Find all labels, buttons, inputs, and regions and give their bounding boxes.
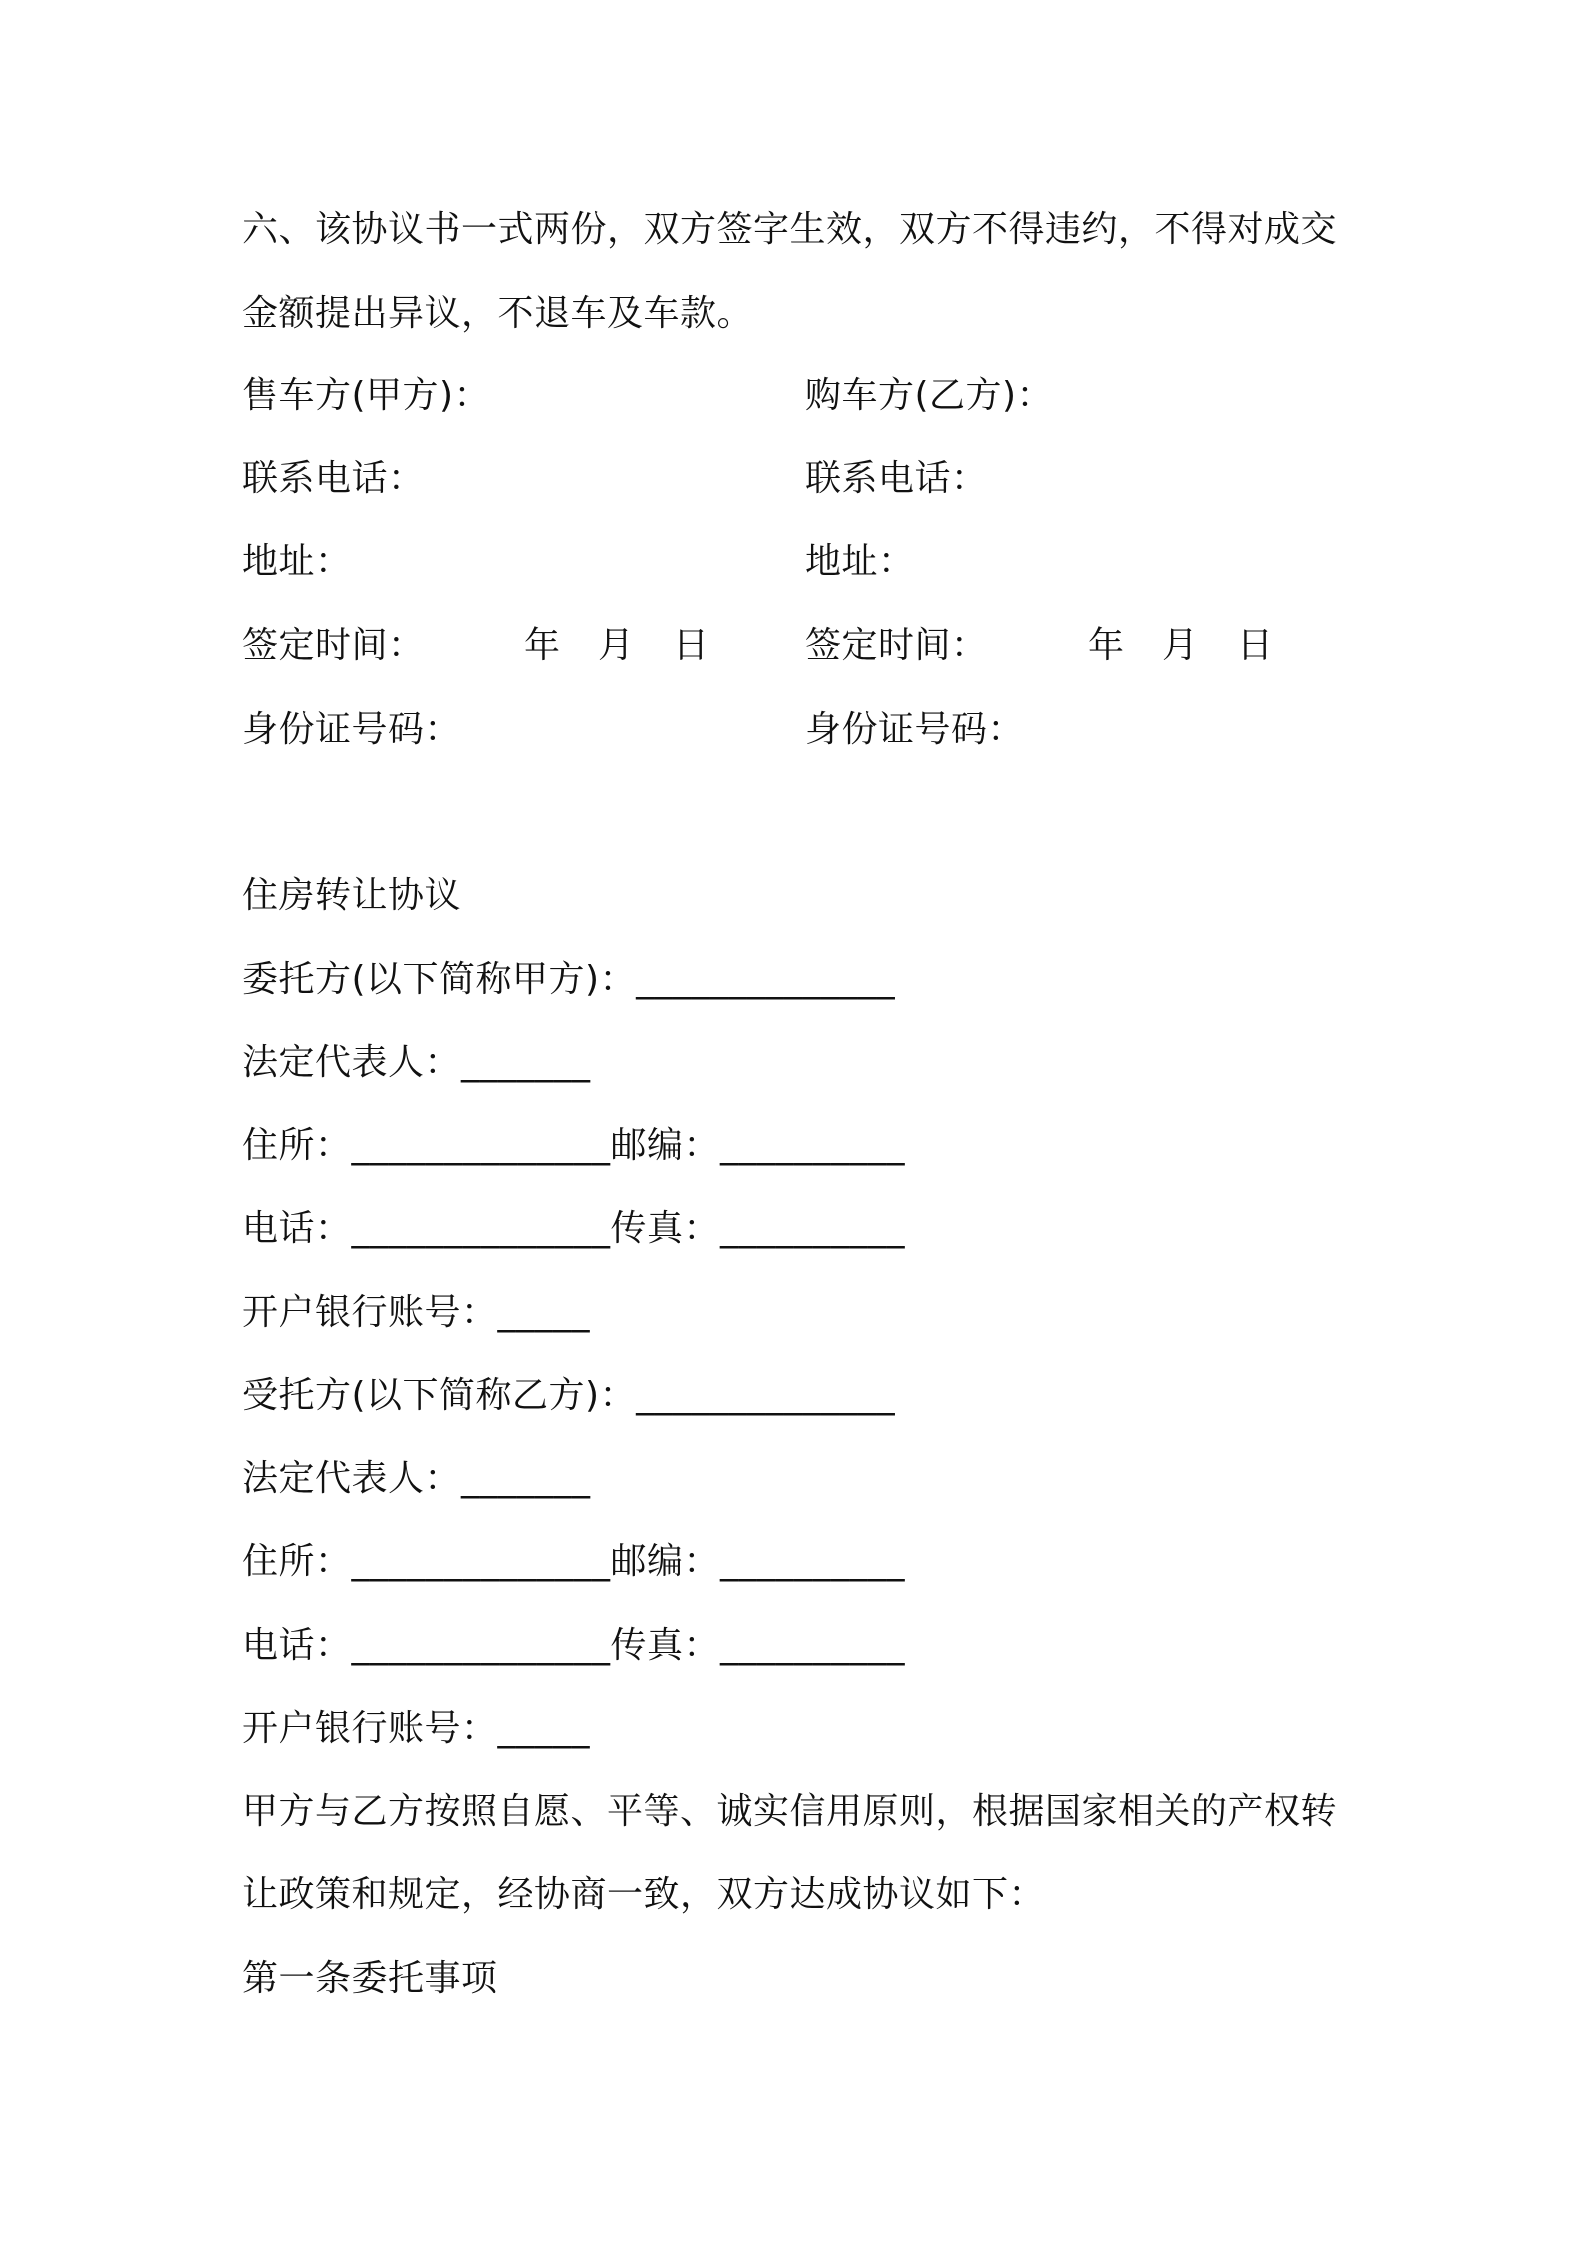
party-a-representative: 法定代表人：_______ <box>242 1042 591 1083</box>
party-a-phone: 电话：______________传真：__________ <box>242 1208 906 1249</box>
seller-phone-label: 联系电话： <box>242 458 425 499</box>
housing-title: 住房转让协议 <box>242 875 462 916</box>
buyer-phone-label: 联系电话： <box>805 458 988 499</box>
party-b-bank: 开户银行账号：_____ <box>242 1708 591 1749</box>
buyer-date-day: 日 <box>1237 625 1274 666</box>
seller-sign-date-label: 签定时间： <box>242 625 425 666</box>
seller-date-month: 月 <box>598 625 635 666</box>
buyer-id-label: 身份证号码： <box>805 709 1025 750</box>
party-b-address: 住所：______________邮编：__________ <box>242 1541 906 1582</box>
party-a-bank: 开户银行账号：_____ <box>242 1292 591 1333</box>
intro-line-1: 甲方与乙方按照自愿、平等、诚实信用原则，根据国家相关的产权转 <box>242 1791 1338 1832</box>
party-b-line: 受托方(以下简称乙方)：______________ <box>242 1375 896 1416</box>
seller-date-day: 日 <box>673 625 710 666</box>
section-six-line-2: 金额提出异议，不退车及车款。 <box>242 293 754 334</box>
seller-id-label: 身份证号码： <box>242 709 462 750</box>
party-a-address: 住所：______________邮编：__________ <box>242 1125 906 1166</box>
seller-date-year: 年 <box>524 625 561 666</box>
party-b-phone: 电话：______________传真：__________ <box>242 1625 906 1666</box>
article-one-heading: 第一条委托事项 <box>242 1958 498 1999</box>
party-a-line: 委托方(以下简称甲方)：______________ <box>242 959 896 1000</box>
buyer-sign-date-label: 签定时间： <box>805 625 988 666</box>
buyer-label: 购车方(乙方)： <box>805 375 1054 416</box>
buyer-date-year: 年 <box>1088 625 1125 666</box>
seller-label: 售车方(甲方)： <box>242 375 491 416</box>
seller-address-label: 地址： <box>242 541 352 582</box>
intro-line-2: 让政策和规定，经协商一致，双方达成协议如下： <box>242 1874 1046 1915</box>
party-b-representative: 法定代表人：_______ <box>242 1458 591 1499</box>
buyer-date-month: 月 <box>1162 625 1199 666</box>
buyer-address-label: 地址： <box>805 541 915 582</box>
section-six-line-1: 六、该协议书一式两份，双方签字生效，双方不得违约，不得对成交 <box>242 209 1338 250</box>
